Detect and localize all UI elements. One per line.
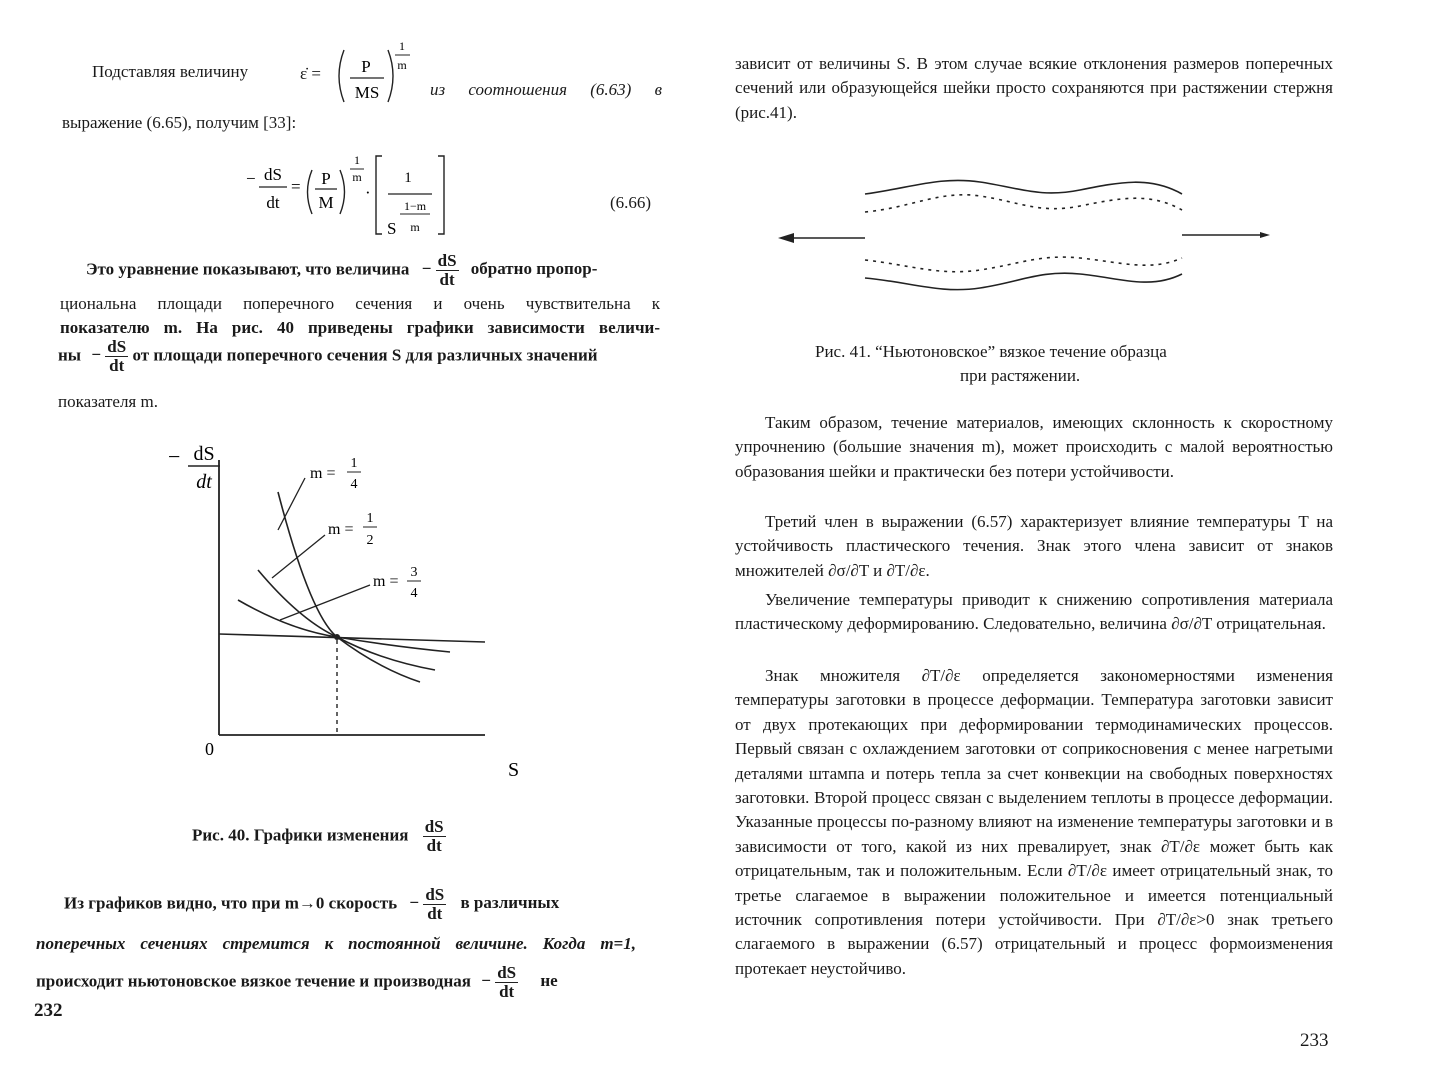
svg-text:m =: m = xyxy=(328,521,354,538)
page-number-right: 233 xyxy=(1300,1030,1329,1051)
text-line: из соотношения (6.63) в xyxy=(430,80,662,99)
label-m-three-quarter xyxy=(373,565,421,601)
fraction-dS-dt: $\frac{dS}{dt}$ xyxy=(425,885,445,923)
svg-text:·: · xyxy=(365,183,371,202)
svg-text:m =: m = xyxy=(373,573,399,590)
intersection-point xyxy=(334,634,340,640)
svg-text:m =: m = xyxy=(310,465,336,482)
svg-text:2: 2 xyxy=(366,533,374,548)
origin-label: 0 xyxy=(205,739,214,759)
text-line xyxy=(92,60,248,84)
paragraph-c: Увеличение температуры приводит к снижению сопротивления материала пластическому деформированию. Следовательно, величина ∂σ/∂T отрицательная. xyxy=(735,590,1333,634)
curve-m0 xyxy=(219,634,485,642)
paragraph-top: зависит от величины S. В этом случае всякие отклонения размеров поперечных сечений или образующейся шейки просто сохраняются при растяжении стержня (рис.41). xyxy=(735,54,1333,122)
caption-fig-41-line2: при растяжении. xyxy=(960,366,1081,385)
svg-text:m: m xyxy=(352,170,362,184)
svg-text:S: S xyxy=(387,219,397,238)
svg-text:1: 1 xyxy=(366,511,374,526)
text-line: ны − $\frac{dS}{dt}$ от площади поперечного сечения S для различных значений xyxy=(58,337,598,375)
fraction-dS-dt: $\frac{dS}{dt}$ xyxy=(424,817,444,855)
math-m: m xyxy=(397,58,407,72)
svg-text:1: 1 xyxy=(350,456,358,471)
arrow-left-head xyxy=(778,233,794,243)
ylabel-den: dt xyxy=(196,471,212,493)
formula-eps xyxy=(330,36,425,108)
text-line: Из графиков видно, что при m→0 скорость − $\frac{dS}{dt}$ в различных xyxy=(64,885,560,923)
label-m-half xyxy=(328,511,377,548)
equation-number: (6.66) xyxy=(610,193,652,212)
ylabel-minus: − xyxy=(168,444,181,469)
svg-text:m: m xyxy=(410,220,420,234)
text-line: циональна площади поперечного сечения и очень чувствительна к xyxy=(60,294,660,313)
arrow-right-head xyxy=(1260,232,1270,238)
label-m-quarter xyxy=(310,456,361,492)
text-line: показателю m. На рис. 40 приведены графики зависимости величи- xyxy=(60,318,660,337)
text-line: показателя m. xyxy=(58,392,158,411)
ylabel-num: dS xyxy=(193,443,215,465)
svg-text:1: 1 xyxy=(404,170,412,186)
text-line: выражение (6.65), получим [33]: xyxy=(62,113,297,132)
fraction-dS-dt: $\frac{dS}{dt}$ xyxy=(497,963,517,1001)
paragraph-d: Знак множителя ∂T/∂ε определяется закономерностями изменения температуры заготовки в процессе деформации. Температура заготовки зависит от двух протекающих при деформировании термодинамических процессов. Первый связан с охлаждением заготовки от соприкосновения с менее нагретыми деталями штампа и потерь тепла за счет конвекции на свободных поверхностях заготовки. Второй процесс связан с выделением теплоты в процессе деформации. Указанные процессы по-разному влияют на изменение температуры заготовки и в зависимости от того, какой из них превалирует, знак ∂T/∂ε может быть как отрицательным, так и положительным. Если ∂T/∂ε имеет отрицательный знак, то третье слагаемое в выражении положительное и имеется потенциальный источник сопротивления потери устойчивости. При ∂T/∂ε>0 знак третьего слагаемого в выражении (6.57) отрицательный и процесс формоизменения протекает неустойчиво. xyxy=(735,666,1333,978)
svg-text:=: = xyxy=(291,177,301,196)
text-line: поперечных сечениях стремится к постоянной величине. Когда m=1, xyxy=(36,934,636,953)
equation-6-66 xyxy=(240,148,470,240)
text-span: Подставляя величину xyxy=(92,62,249,81)
page-number-left: 232 xyxy=(34,1000,63,1021)
svg-text:M: M xyxy=(318,193,334,212)
curve-m-three-quarter xyxy=(238,600,450,652)
curve-m-half xyxy=(258,570,435,670)
fraction-dS-dt: $\frac{dS}{dt}$ xyxy=(107,337,127,375)
svg-text:1: 1 xyxy=(354,153,360,167)
fraction-dS-dt: $\frac{dS}{dt}$ xyxy=(437,251,457,289)
text-line: Это уравнение показывают, что величина − $\frac{dS}{dt}$ обратно пропор- xyxy=(86,251,598,289)
svg-text:P: P xyxy=(321,169,331,188)
figure-40-graph xyxy=(160,430,540,780)
math-P: P xyxy=(361,57,371,76)
x-axis-label: S xyxy=(508,759,520,780)
svg-text:3: 3 xyxy=(410,565,418,580)
svg-text:4: 4 xyxy=(410,586,418,601)
epsilon-eq: ε̇ = xyxy=(300,64,321,83)
math-MS: MS xyxy=(354,83,380,102)
svg-text:4: 4 xyxy=(350,477,358,492)
math-1: 1 xyxy=(399,39,405,53)
svg-text:1−m: 1−m xyxy=(403,199,427,213)
caption-fig-40: Рис. 40. Графики изменения $\frac{dS}{dt}$ xyxy=(192,817,444,855)
svg-text:dt: dt xyxy=(266,193,280,212)
paragraph-a: Таким образом, течение материалов, имеющих склонность к скоростному упрочнению (большие значения m), может происходить с малой вероятностью образования шейки и практически без потери устойчивости. xyxy=(735,413,1333,481)
svg-text:dS: dS xyxy=(264,165,282,184)
text-line: происходит ньютоновское вязкое течение и производная − $\frac{dS}{dt}$ не xyxy=(36,963,558,1001)
figure-41-specimen xyxy=(770,170,1280,300)
svg-text:−: − xyxy=(246,169,256,188)
paragraph-b: Третий член в выражении (6.57) характеризует влияние температуры T на устойчивость пластического течения. Знак этого члена зависит от знаков множителей ∂σ/∂T и ∂T/∂ε. xyxy=(735,512,1333,580)
caption-fig-41-line1: Рис. 41. “Ньютоновское” вязкое течение образца xyxy=(815,342,1167,361)
